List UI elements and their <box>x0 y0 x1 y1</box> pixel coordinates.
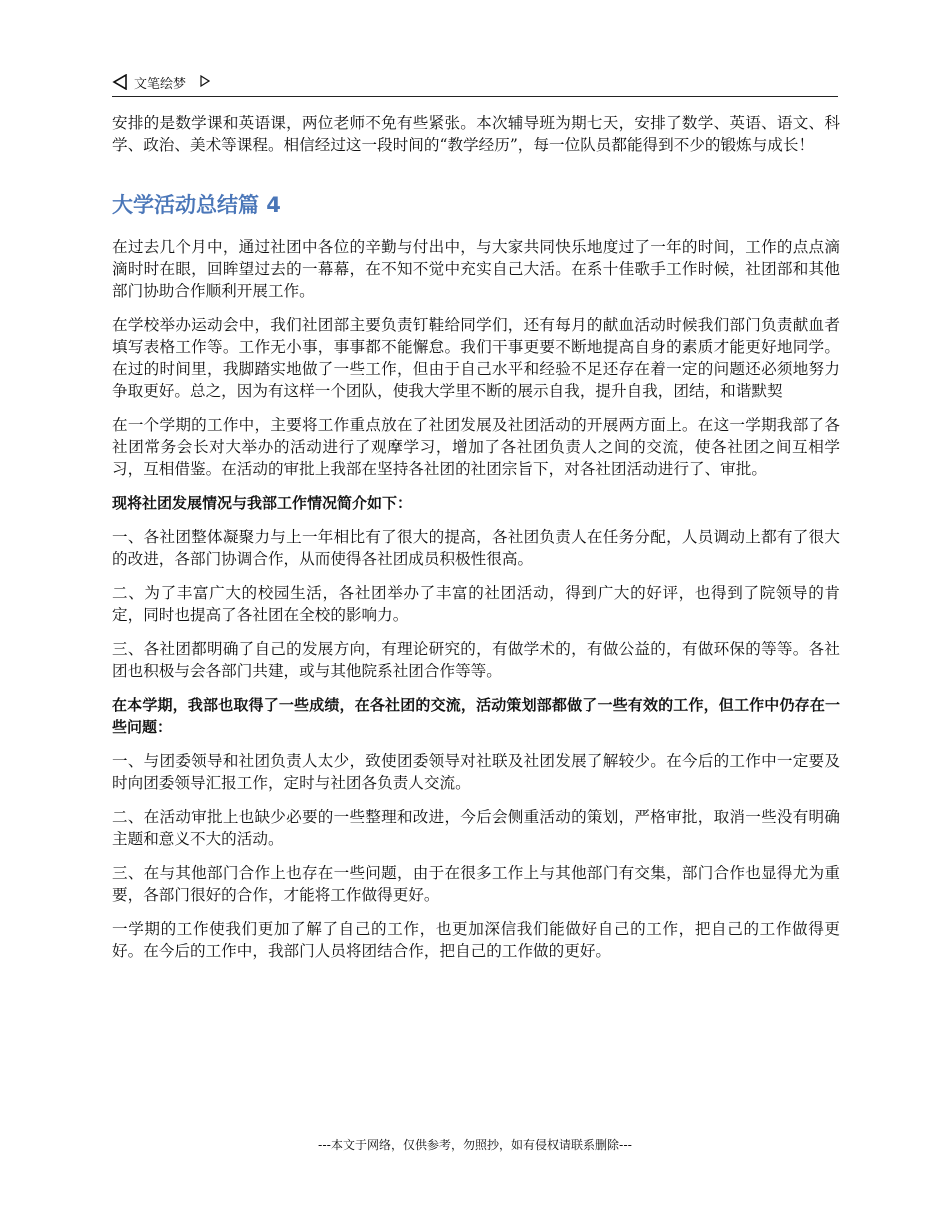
paragraph-10: 一学期的工作使我们更加了解了自己的工作，也更加深信我们能做好自己的工作，把自己的工作做得更好。在今后的工作中，我部门人员将团结合作，把自己的工作做的更好。 <box>112 920 840 960</box>
paragraph-7: 一、与团委领导和社团负责人太少，致使团委领导对社联及社团发展了解较少。在今后的工作中一定要及时向团委领导汇报工作，定时与社团各负责人交流。 <box>112 752 840 792</box>
paragraph-3: 在一个学期的工作中，主要将工作重点放在了社团发展及社团活动的开展两方面上。在这一学期我部了各社团常务会长对大举办的活动进行了观摩学习，增加了各社团负责人之间的交流，使各社团之间互相学习，互相借鉴。在活动的审批上我部在坚持各社团的社团宗旨下，对各社团活动进行了、审批。 <box>112 416 840 478</box>
section-heading: 大学活动总结篇 4 <box>112 193 281 217</box>
document-body <box>112 112 840 974</box>
paragraph-5: 二、为了丰富广大的校园生活，各社团举办了丰富的社团活动，得到广大的好评，也得到了院领导的肯定，同时也提高了各社团在全校的影响力。 <box>112 584 840 624</box>
page-header <box>112 72 838 97</box>
paragraph-4: 一、各社团整体凝聚力与上一年相比有了很大的提高，各社团负责人在任务分配，人员调动上都有了很大的改进，各部门协调合作，从而使得各社团成员积极性很高。 <box>112 528 840 568</box>
paragraph-8: 二、在活动审批上也缺少必要的一些整理和改进，今后会侧重活动的策划，严格审批，取消一些没有明确主题和意义不大的活动。 <box>112 808 840 848</box>
paragraph-1: 在过去几个月中，通过社团中各位的辛勤与付出中，与大家共同快乐地度过了一年的时间，工作的点点滴滴时时在眼，回眸望过去的一幕幕，在不知不觉中充实自己大活。在系十佳歌手工作时候，社团部和其他部门协助合作顺利开展工作。 <box>112 238 840 300</box>
bold-statement-1: 现将社团发展情况与我部工作情况简介如下： <box>112 494 413 512</box>
header-brand: 文笔绘梦 <box>134 77 187 92</box>
intro-paragraph: 安排的是数学课和英语课，两位老师不免有些紧张。本次辅导班为期七天，安排了数学、英语、语文、科学、政治、美术等课程。相信经过这一段时间的“教学经历”，每一位队员都能得到不少的锻炼与成长！ <box>112 114 840 154</box>
paragraph-9: 三、在与其他部门合作上也存在一些问题，由于在很多工作上与其他部门有交集，部门合作也显得尤为重要，各部门很好的合作，才能将工作做得更好。 <box>112 864 840 904</box>
paragraph-2: 在学校举办运动会中，我们社团部主要负责钉鞋给同学们，还有每月的献血活动时候我们部门负责献血者填写表格工作等。工作无小事，事事都不能懈怠。我们干事更要不断地提高自身的素质才能更好地同学。在过的时间里，我脚踏实地做了一些工作，但由于自己水平和经验不足还存在着一定的问题还必须地努力争取更好。总之，因为有这样一个团队，使我大学里不断的展示自我，提升自我，团结，和谐默契 <box>112 316 840 400</box>
bold-statement-2: 在本学期，我部也取得了一些成绩，在各社团的交流，活动策划部都做了一些有效的工作，但工作中仍存在一些问题： <box>112 696 840 736</box>
right-triangle-icon <box>200 75 210 87</box>
left-triangle-icon <box>112 74 128 90</box>
footer-notice: ---本文于网络，仅供参考，勿照抄，如有侵权请联系删除--- <box>318 1138 632 1152</box>
paragraph-6: 三、各社团都明确了自己的发展方向，有理论研究的，有做学术的，有做公益的，有做环保的等等。各社团也积极与会各部门共建，或与其他院系社团合作等等。 <box>112 640 840 680</box>
